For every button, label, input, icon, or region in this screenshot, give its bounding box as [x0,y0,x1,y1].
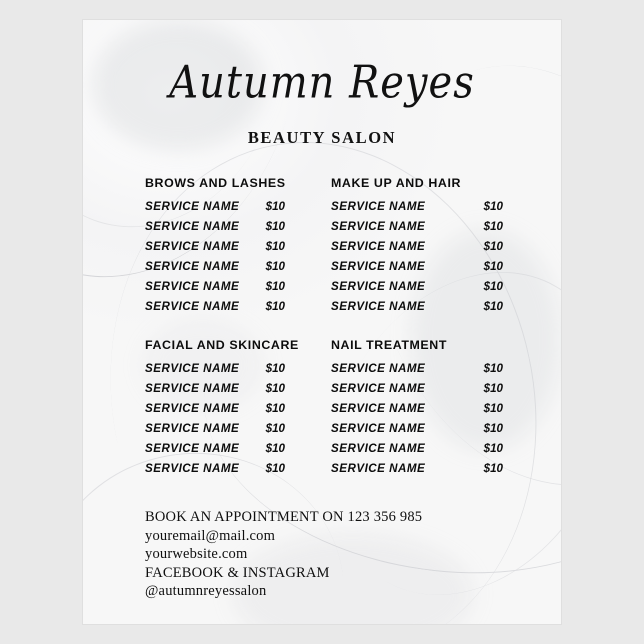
service-row [145,382,319,395]
poster-content [83,20,561,624]
service-price: $10 [483,382,503,395]
contact-footer [117,508,527,601]
service-name: SERVICE NAME [331,382,426,395]
service-price: $10 [483,240,503,253]
service-price: $10 [483,462,503,475]
service-row [331,260,505,273]
service-row [331,382,505,395]
service-name: SERVICE NAME [145,260,240,273]
service-row [331,300,505,313]
service-name: SERVICE NAME [331,240,426,253]
category-title: MAKE UP AND HAIR [331,176,462,190]
service-price: $10 [265,362,285,375]
service-name: SERVICE NAME [145,240,240,253]
menu-category-nail-treatment [331,338,505,482]
category-title: BROWS AND LASHES [145,176,286,190]
service-name: SERVICE NAME [145,462,240,475]
service-price: $10 [483,220,503,233]
service-price: $10 [483,362,503,375]
service-row [145,402,319,415]
service-row [331,240,505,253]
service-row [145,280,319,293]
service-price: $10 [265,200,285,213]
service-name: SERVICE NAME [331,300,426,313]
service-price: $10 [265,402,285,415]
service-price: $10 [265,382,285,395]
salon-price-list-poster [83,20,561,624]
service-name: SERVICE NAME [331,402,426,415]
service-price: $10 [265,260,285,273]
service-name: SERVICE NAME [145,362,240,375]
service-price: $10 [265,280,285,293]
service-name: SERVICE NAME [331,260,426,273]
category-title: NAIL TREATMENT [331,338,448,352]
service-price: $10 [265,422,285,435]
service-price: $10 [483,402,503,415]
menu-category-make-up-and-hair [331,176,505,320]
service-price: $10 [483,422,503,435]
service-price: $10 [265,300,285,313]
service-row [145,362,319,375]
service-menu [117,176,527,482]
service-price: $10 [483,442,503,455]
service-name: SERVICE NAME [331,200,426,213]
website-line: yourwebsite.com [145,546,248,563]
social-handle: @autumnreyessalon [145,583,267,600]
service-row [331,462,505,475]
service-name: SERVICE NAME [145,300,240,313]
service-name: SERVICE NAME [145,402,240,415]
service-price: $10 [483,300,503,313]
category-title: FACIAL AND SKINCARE [145,338,299,352]
menu-category-brows-and-lashes [145,176,319,320]
salon-subtitle: BEAUTY SALON [247,128,397,147]
service-row [145,200,319,213]
service-row [331,200,505,213]
service-row [331,402,505,415]
service-name: SERVICE NAME [331,462,426,475]
service-row [145,422,319,435]
service-price: $10 [265,220,285,233]
service-row [145,462,319,475]
service-row [331,220,505,233]
service-price: $10 [265,462,285,475]
service-row [331,280,505,293]
salon-name: Autumn Reyes [169,57,475,109]
service-row [145,220,319,233]
service-name: SERVICE NAME [331,362,426,375]
service-price: $10 [483,200,503,213]
service-name: SERVICE NAME [145,442,240,455]
service-price: $10 [265,442,285,455]
email-line: youremail@mail.com [145,527,276,544]
service-name: SERVICE NAME [145,382,240,395]
service-row [145,260,319,273]
service-price: $10 [483,260,503,273]
service-name: SERVICE NAME [145,200,240,213]
appointment-line: BOOK AN APPOINTMENT ON 123 356 985 [145,509,423,525]
service-name: SERVICE NAME [331,442,426,455]
service-row [331,362,505,375]
service-row [331,442,505,455]
service-row [145,442,319,455]
service-name: SERVICE NAME [145,422,240,435]
service-row [145,300,319,313]
service-name: SERVICE NAME [331,422,426,435]
service-row [145,240,319,253]
service-name: SERVICE NAME [145,220,240,233]
menu-category-facial-and-skincare [145,338,319,482]
service-row [331,422,505,435]
service-name: SERVICE NAME [331,220,426,233]
social-label: FACEBOOK & INSTAGRAM [145,564,330,581]
service-name: SERVICE NAME [331,280,426,293]
service-price: $10 [483,280,503,293]
service-name: SERVICE NAME [145,280,240,293]
service-price: $10 [265,240,285,253]
